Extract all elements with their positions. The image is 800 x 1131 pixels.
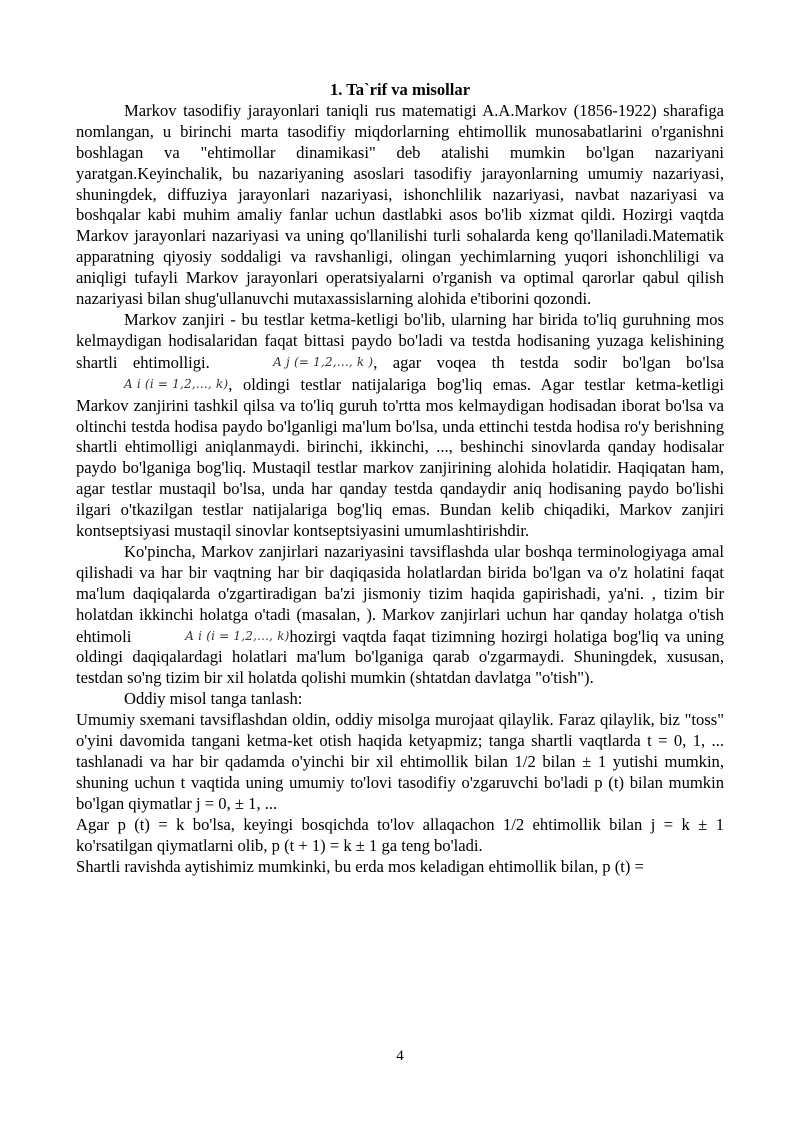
page-number: 4 <box>396 1048 404 1064</box>
paragraph-terminology <box>76 542 724 689</box>
paragraph-markov-chain <box>76 310 724 542</box>
text-segment: , agar voqea th testda sodir bo'lgan bo'lsa <box>373 352 724 372</box>
paragraph-conditional: Shartli ravishda aytishimiz mumkinki, bu erda mos keladigan ehtimollik bilan, p (t) = <box>76 856 644 876</box>
section-heading: 1. Ta`rif va misollar <box>329 80 471 99</box>
text-segment: Ko'pincha, Markov zanjirlari nazariyasini tavsiflashda ular boshqa terminologiyaga amal qilishadi va har bir vaqtning har bir daqiqasida holatlardan birida bo'lgan va o'z holatini faqat ma'lum daqiqalarda o'zgartiradigan ba'zi jismoniy tizim haqida gapirishadi, ya'ni. , tizim bir holatdan ikkinchi holatga o'tadi (masalan, ). Markov zanjirlari uchun har qanday holatga o'tish ehtimoli <box>76 541 724 646</box>
paragraph-example-heading: Oddiy misol tanga tanlash: <box>124 689 303 709</box>
formula-image: A j (= 1,2,..., k ) <box>273 354 374 369</box>
paragraph-payoff: Agar p (t) = k bo'lsa, keyingi bosqichda to'lov allaqachon 1/2 ehtimollik bilan j = k ± 1 ko'rsatilgan qiymatlarni olib, p (t + 1) = k ± 1 ga teng bo'ladi. <box>76 814 724 855</box>
document-page <box>76 80 724 877</box>
text-segment: , oldingi testlar natijalariga bog'liq emas. Agar testlar ketma-ketligi Markov zanjirini tashkil qilsa va to'liq guruh to'rtta mos kelmaydigan hodisadan iborat bo'lsa va oltinchi testda hodisa paydo bo'lganligi ma'lum bo'lsa, unda ettinchi testda hodisa ro'y berishning shartli ehtimolligi aniqlanmaydi. birinchi, ikkinchi, ..., beshinchi sinovlarda qanday hodisalar paydo bo'lganiga bog'liq. Mustaqil testlar markov zanjirining alohida holatidir. Haqiqatan ham, agar testlar mustaqil bo'lsa, unda har qanday testda qandaydir aniq hodisaning paydo bo'lishi ilgari o'tkazilgan testlar natijalariga bog'liq emas. Bundan kelib chiqadiki, Markov zanjiri kontseptsiyasi mustaqil sinovlar kontseptsiyasini umumlashtirishdir. <box>76 374 724 541</box>
formula-image: A i (i = 1,2,..., k) <box>185 628 290 643</box>
text-segment: hozirgi vaqtda faqat tizimning hozirgi holatiga bog'liq va uning oldingi daqiqalardagi holatlari ma'lum bo'lganiga qarab o'zgarmaydi. Shuningdek, xususan, testdan so'ng tizim bir xil holatda qolishi mumkin (shtatdan davlatga "o'tish"). <box>76 626 724 688</box>
paragraph-intro: Markov tasodifiy jarayonlari taniqli rus matematigi A.A.Markov (1856-1922) sharafiga nomlangan, u birinchi marta tasodifiy miqdorlarning ehtimollik munosabatlarini o'rganishni boshlagan va "ehtimollar dinamikasi" deb atalishi mumkin bo'lgan nazariyani yaratgan.Keyinchalik, bu nazariyaning asoslari tasodifiy jarayonlarning umumiy nazariyasi, shuningdek, diffuziya jarayonlari nazariyasi, ishonchlilik nazariyasi, navbat nazariyasi va boshqalar kabi muhim amaliy fanlar uchun dastlabki asos bo'lib xizmat qildi. Hozirgi vaqtda Markov jarayonlari nazariyasi va uning qo'llanilishi turli sohalarda keng qo'llaniladi.Matematik apparatning qiyosiy soddaligi va ravshanligi, olingan yechimlarning yuqori ishonchliligi va aniqligi tufayli Markov jarayonlari operatsiyalarni o'rganish va optimal qarorlar qabul qilish nazariyasi bilan shug'ullanuvchi mutaxassislarning alohida e'tiborini qozondi. <box>76 100 724 309</box>
paragraph-coin-toss: Umumiy sxemani tavsiflashdan oldin, oddiy misolga murojaat qilaylik. Faraz qilaylik, biz "toss" o'yini davomida tangani ketma-ket otish haqida ketyapmiz; tanga shartli vaqtlarda t = 0, 1, ... tashlanadi va har bir qadamda o'yinchi bir xil ehtimollik bilan 1/2 bilan ± 1 yutishi mumkin, shuning uchun t vaqtida uning umumiy to'lovi tasodifiy o'zgaruvchi bo'ladi p (t) bilan mumkin bo'lgan qiymatlar j = 0, ± 1, ... <box>76 710 724 813</box>
formula-image: A i (i = 1,2,..., k) <box>124 376 229 391</box>
text-segment: Markov zanjiri - bu testlar ketma-ketligi bo'lib, ularning har birida to'liq guruhning mos kelmaydigan hodisalaridan faqat bittasi paydo bo'ladi va testda hodisaning yuzaga kelishining shartli ehtimolligi. <box>76 309 724 372</box>
